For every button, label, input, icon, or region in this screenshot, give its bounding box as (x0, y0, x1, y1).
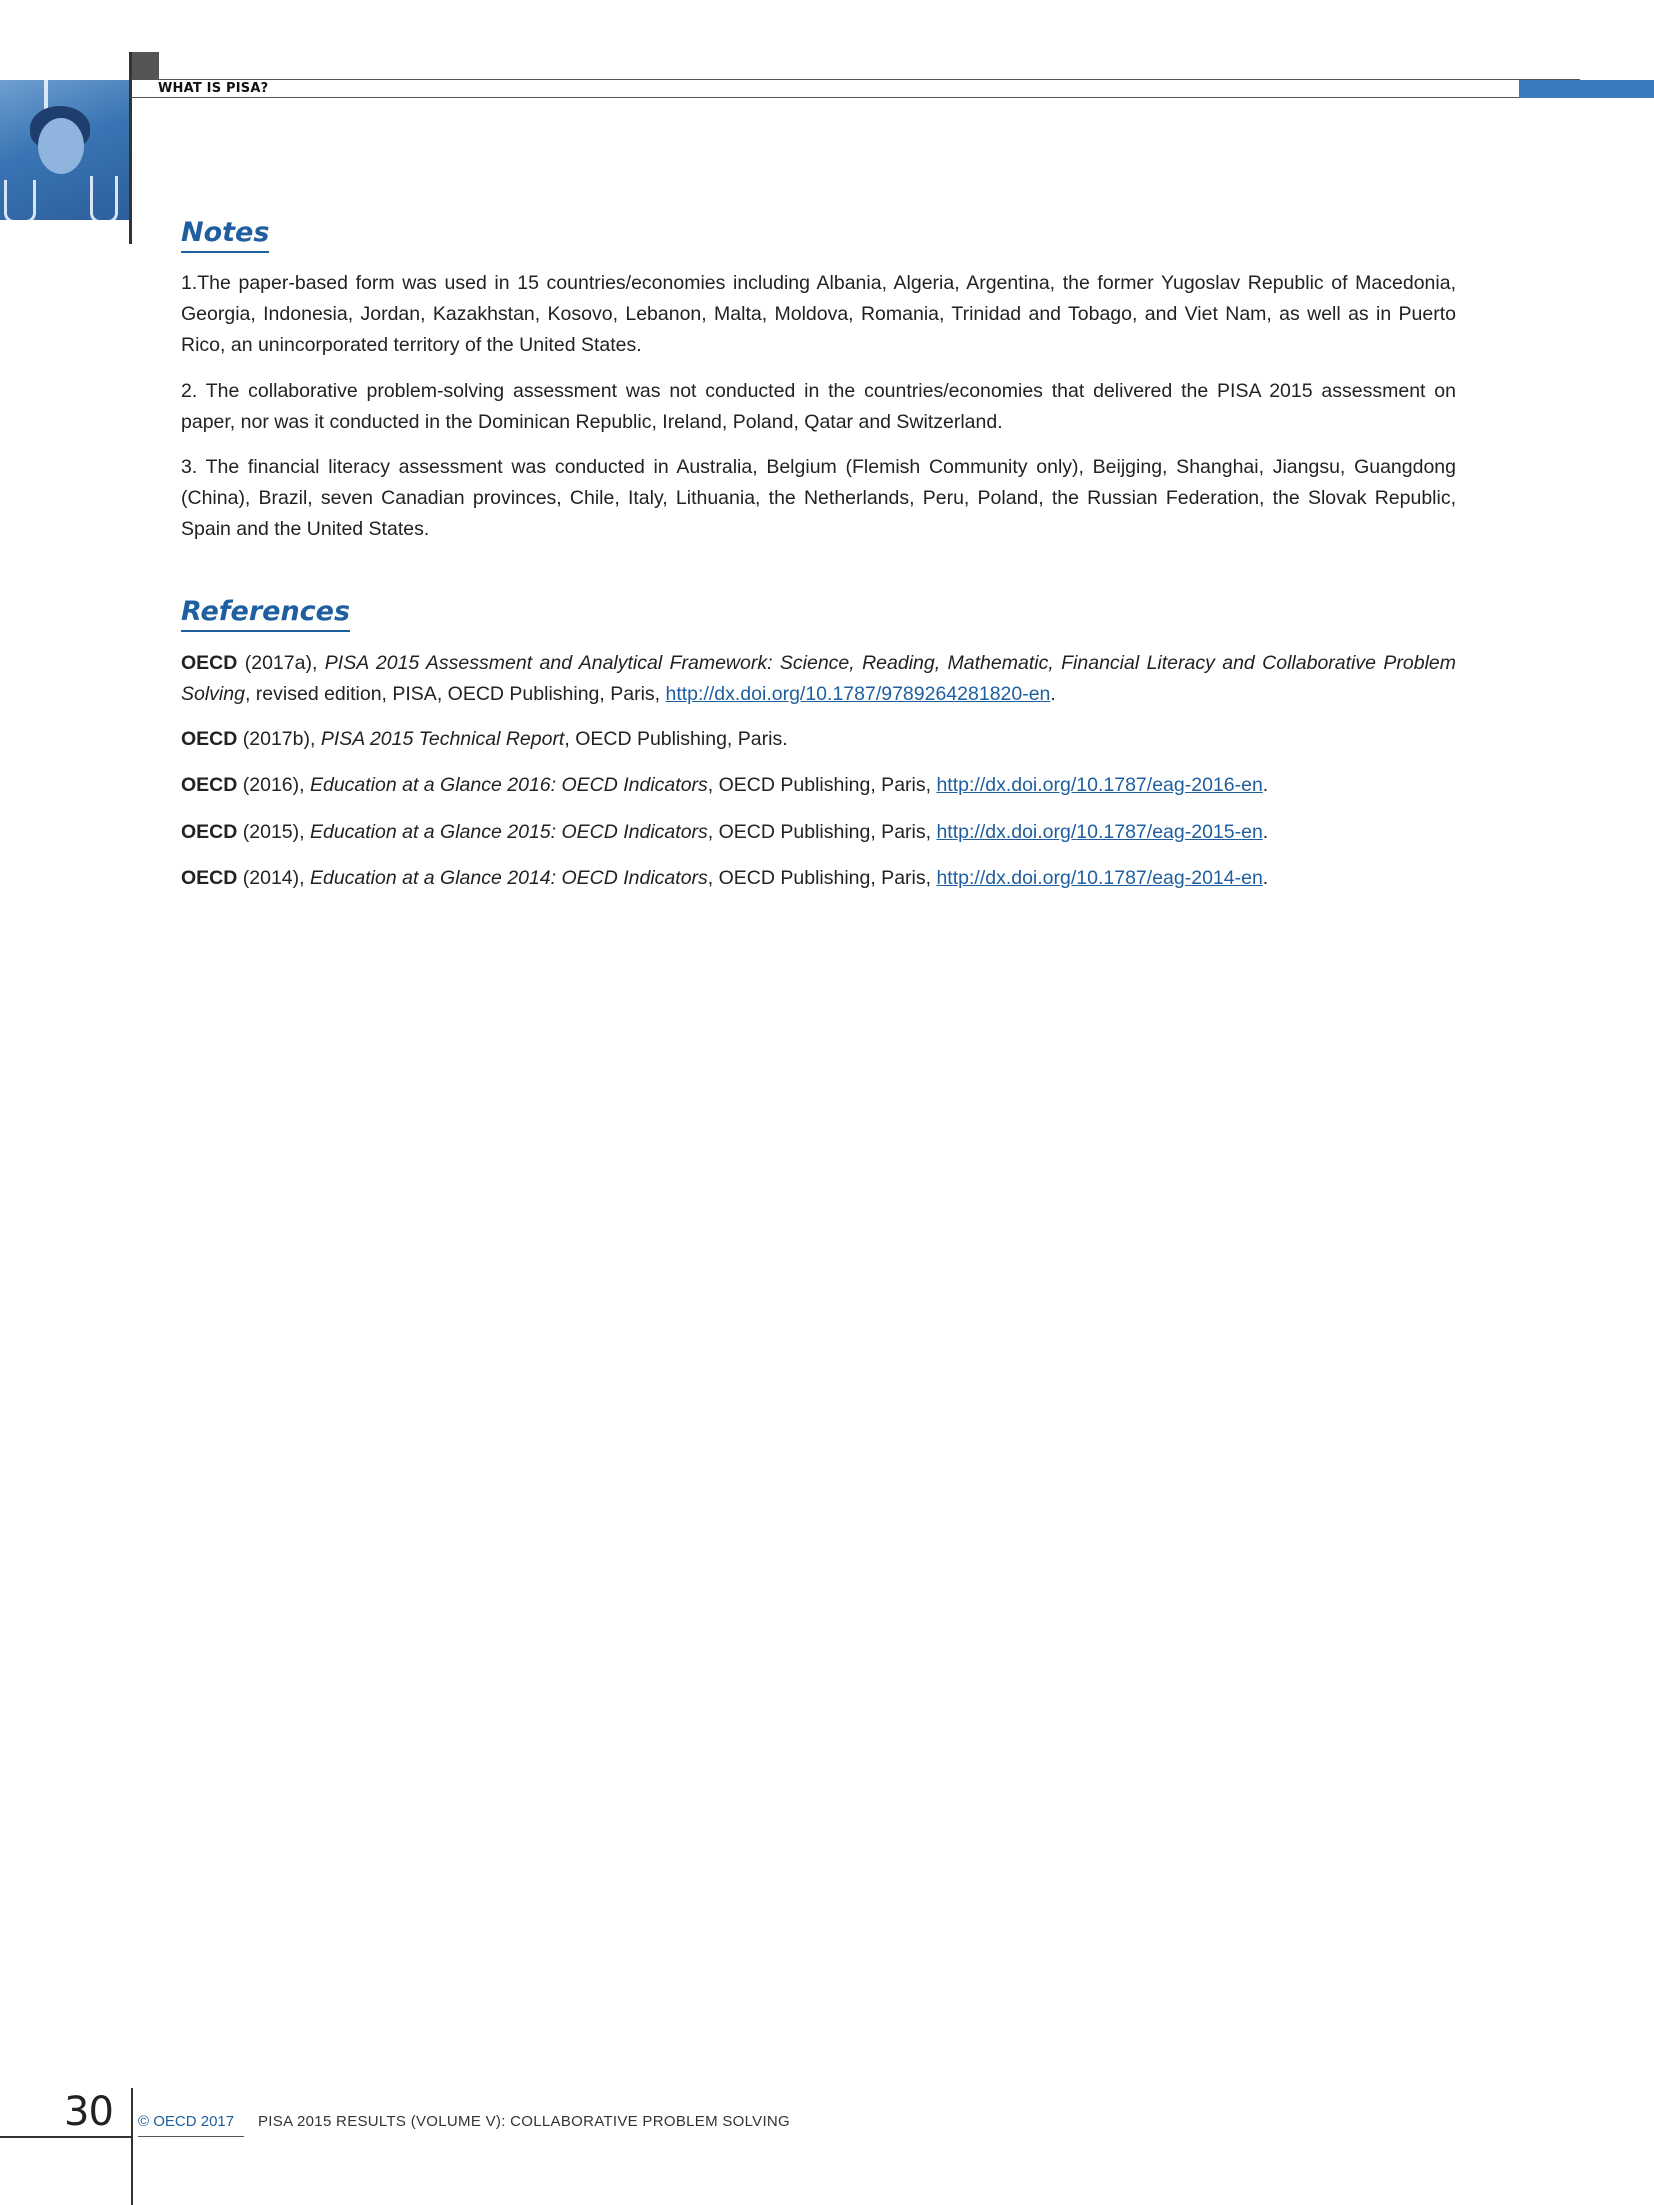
reference-publisher: , OECD Publishing, Paris, (707, 774, 937, 796)
note-item: 2. The collaborative problem-solving assessment was not conducted in the countries/economies that delivered the PISA 2015 assessment on paper, nor was it conducted in the Dominican Republic, Ireland, Poland, Qatar and Switzerland. (181, 380, 1456, 433)
note-item: 3. The financial literacy assessment was conducted in Australia, Belgium (Flemish Community only), Beijging, Shanghai, Jiangsu, Guangdong (China), Brazil, seven Canadian provinces, Chile, Italy, Lithuania, the Netherlands, Peru, Poland, the Russian Federation, the Slovak Republic, Spain and the United States. (181, 456, 1456, 540)
references-heading: References (181, 595, 350, 632)
reference-publisher: , OECD Publishing, Paris. (564, 728, 788, 750)
reference-item: OECD (2014), Education at a Glance 2014: OECD Indicators, OECD Publishing, Paris, http://dx.doi.org/10.1787/eag-2014-en. (181, 867, 1269, 889)
flask-graphic (4, 180, 36, 220)
reference-year: (2015), (237, 821, 310, 843)
reference-author: OECD (181, 652, 238, 674)
reference-year: (2017b), (237, 728, 321, 750)
reference-title: PISA 2015 Assessment and Analytical Framework: Science, Reading, Mathematic, Financial Literacy and Collaborative Problem Solving (181, 652, 1456, 705)
reference-title: Education at a Glance 2016: OECD Indicators (309, 774, 708, 796)
header-vertical-rule (129, 52, 132, 244)
note-item: 1.The paper-based form was used in 15 countries/economies including Albania, Algeria, Argentina, the former Yugoslav Republic of Macedonia, Georgia, Indonesia, Jordan, Kazakhstan, Kosovo, Lebanon, Malta, Moldova, Romania, Trinidad and Tobago, and Viet Nam, as well as in Puerto Rico, an unincorporated territory of the United States. (181, 272, 1456, 356)
reference-title: PISA 2015 Technical Report (320, 728, 565, 750)
header-accent-bar (1519, 80, 1654, 98)
reference-year: (2017a), (237, 652, 325, 674)
reference-link[interactable]: http://dx.doi.org/10.1787/eag-2015-en (936, 821, 1263, 843)
header-gray-block (131, 52, 159, 80)
header-photo (0, 80, 129, 220)
reference-item: OECD (2017a), PISA 2015 Assessment and Analytical Framework: Science, Reading, Mathematic, Financial Literacy and Collaborative Problem Solving, revised edition, PISA, OECD Publishing, Paris, http://dx.doi.org/10.1787/9789264281820-en. (181, 652, 1456, 705)
scientist-face-graphic (38, 118, 84, 174)
notes-heading: Notes (181, 216, 269, 253)
reference-title: Education at a Glance 2014: OECD Indicators (309, 867, 708, 889)
reference-publisher: , revised edition, PISA, OECD Publishing, Paris, (244, 683, 666, 705)
reference-author: OECD (181, 774, 238, 796)
reference-author: OECD (181, 728, 238, 750)
reference-publisher: , OECD Publishing, Paris, (707, 867, 937, 889)
footer-publication-title: PISA 2015 RESULTS (VOLUME V): COLLABORATIVE PROBLEM SOLVING (258, 2113, 791, 2130)
header-top-rule (131, 79, 1580, 80)
reference-item: OECD (2015), Education at a Glance 2015: OECD Indicators, OECD Publishing, Paris, http://dx.doi.org/10.1787/eag-2015-en. (181, 821, 1269, 843)
reference-link[interactable]: http://dx.doi.org/10.1787/eag-2014-en (936, 867, 1263, 889)
reference-author: OECD (181, 867, 238, 889)
header-bottom-rule (131, 97, 1580, 98)
flask-graphic (90, 176, 118, 220)
reference-year: (2016), (237, 774, 310, 796)
reference-link[interactable]: http://dx.doi.org/10.1787/eag-2016-en (936, 774, 1263, 796)
reference-item (181, 724, 1456, 755)
footer-horizontal-rule (0, 2136, 132, 2138)
reference-link[interactable]: http://dx.doi.org/10.1787/9789264281820-en (665, 683, 1051, 705)
footer-copyright-rule (138, 2136, 244, 2137)
reference-author: OECD (181, 821, 238, 843)
reference-publisher: , OECD Publishing, Paris, (707, 821, 937, 843)
page-number: 30 (64, 2089, 113, 2135)
footer-copyright: © OECD 2017 (138, 2113, 235, 2130)
footer-vertical-rule (131, 2088, 133, 2205)
running-title: WHAT IS PISA? (158, 81, 269, 96)
reference-title: Education at a Glance 2015: OECD Indicators (309, 821, 708, 843)
reference-item: OECD (2016), Education at a Glance 2016: OECD Indicators, OECD Publishing, Paris, http://dx.doi.org/10.1787/eag-2016-en. (181, 774, 1269, 796)
reference-year: (2014), (237, 867, 310, 889)
